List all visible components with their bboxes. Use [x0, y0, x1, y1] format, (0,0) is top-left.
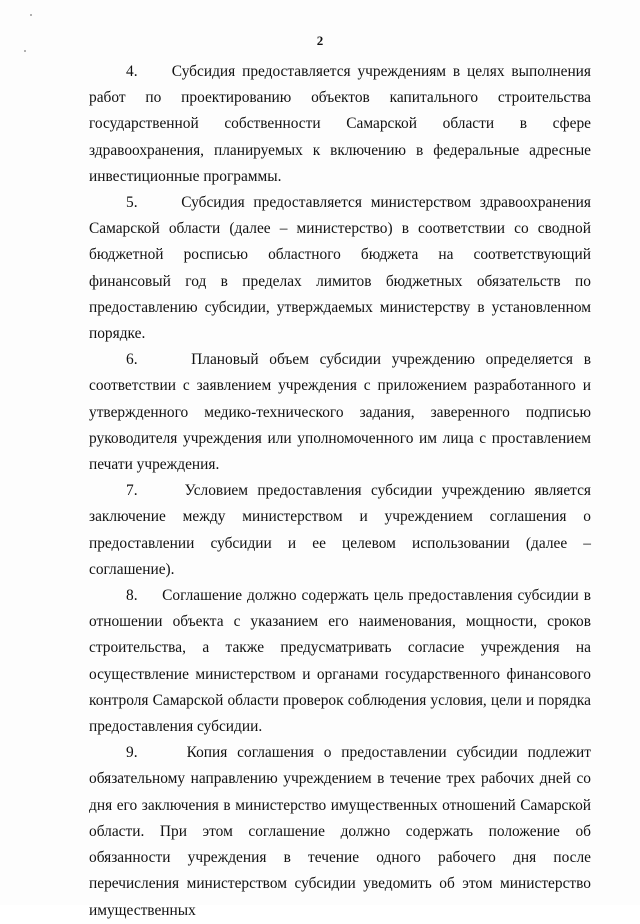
page-number: 2: [316, 33, 324, 48]
scan-artifact: [30, 14, 32, 16]
document-body: [89, 59, 591, 924]
paragraph-4: 4. Субсидия предоставляется учреждениям в целях выполнения работ по проектированию объектов капитального строительства государственной собственности Самарской области в сфере здравоохранения, планируемых к включению в федеральные адресные инвестиционные программы.: [89, 63, 591, 185]
scan-artifact: [24, 50, 26, 52]
paragraph-7: 7. Условием предоставления субсидии учреждению является заключение между министерством и учреждением соглашения о предоставлении субсидии и ее целевом использовании (далее – соглашение).: [89, 482, 591, 578]
paragraph-9: 9. Копия соглашения о предоставлении субсидии подлежит обязательному направлению учреждением в течение трех рабочих дней со дня его заключения в министерство имущественных отношений Самарской области. При этом соглашение должно содержать положение об обязанности учреждения в течение одного рабочего дня после перечисления министерством субсидии уведомить об этом министерство имущественных: [89, 744, 591, 919]
paragraph-6: 6. Плановый объем субсидии учреждению определяется в соответствии с заявлением учреждения с приложением разработанного и утвержденного медико-технического задания, заверенного подписью руководителя учреждения или уполномоченного им лица с проставлением печати учреждения.: [89, 351, 591, 474]
paragraph-5: 5. Субсидия предоставляется министерством здравоохранения Самарской области (далее – министерство) в соответствии со сводной бюджетной росписью областного бюджета на соответствующий финансовый год в пределах лимитов бюджетных обязательств по предоставлению субсидии, утверждаемых министерству в установленном порядке.: [89, 194, 591, 343]
paragraph-8: 8. Соглашение должно содержать цель предоставления субсидии в отношении объекта с указанием его наименования, мощности, сроков строительства, а также предусматривать согласие учреждения на осуществление министерством и органами государственного финансового контроля Самарской области проверок соблюдения условия, цели и порядка предоставления субсидии.: [89, 587, 591, 736]
